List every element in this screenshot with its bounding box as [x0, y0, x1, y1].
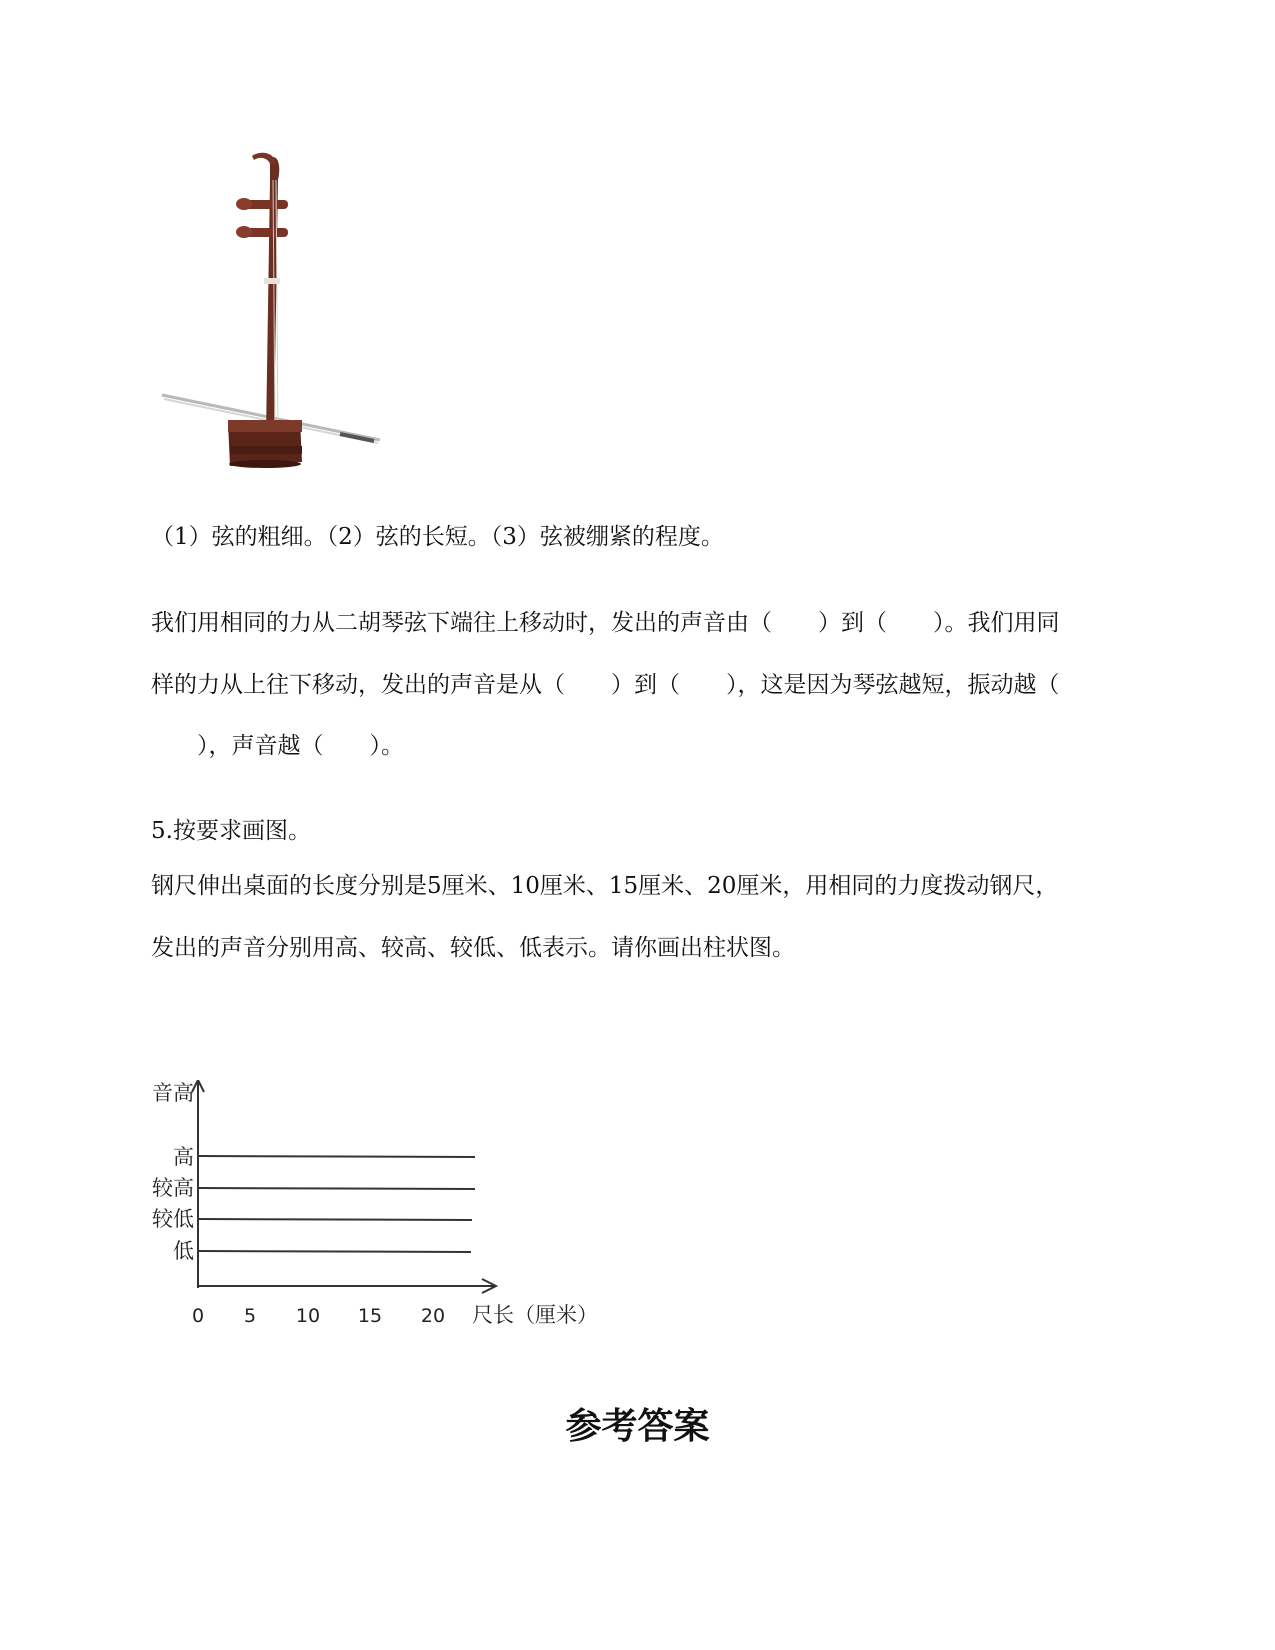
x-tick-label: 10: [295, 1305, 321, 1327]
level-line-high: [198, 1156, 475, 1157]
answer-heading: 参考答案: [565, 1406, 710, 1447]
paragraph-line-1: 我们用相同的力从二胡琴弦下端往上移动时，发出的声音由（ ）到（ ）。我们用同: [151, 610, 1060, 636]
paragraph-line-3: ），声音越（ ）。: [151, 733, 404, 759]
y-level-label: 低: [173, 1239, 194, 1263]
blank-bar-chart: [150, 1080, 630, 1350]
x-tick-label: 5: [243, 1305, 257, 1327]
level-line-fairly-high: [198, 1188, 475, 1189]
question-5-line-2: 发出的声音分别用高、较高、较低、低表示。请你画出柱状图。: [151, 935, 795, 961]
question-5-title: 5.按要求画图。: [151, 818, 311, 844]
question-5-line-1: 钢尺伸出桌面的长度分别是5厘米、10厘米、15厘米、20厘米，用相同的力度拨动钢尺，: [151, 873, 1059, 899]
x-axis-label: 尺长（厘米）: [472, 1303, 598, 1327]
x-tick-label: 0: [191, 1305, 205, 1327]
level-line-low: [198, 1251, 471, 1252]
factors-line: （1）弦的粗细。（2）弦的长短。（3）弦被绷紧的程度。: [151, 524, 724, 550]
y-level-label: 较高: [152, 1176, 194, 1200]
x-tick-label: 20: [420, 1305, 446, 1327]
paragraph-line-2: 样的力从上往下移动，发出的声音是从（ ）到（ ），这是因为琴弦越短，振动越（: [151, 672, 1060, 698]
erhu-illustration: [160, 150, 390, 490]
y-level-label: 较低: [152, 1207, 194, 1231]
level-line-fairly-low: [198, 1219, 472, 1220]
x-tick-label: 15: [357, 1305, 383, 1327]
y-level-label: 高: [173, 1145, 194, 1169]
y-axis-label: 音高: [152, 1081, 194, 1105]
